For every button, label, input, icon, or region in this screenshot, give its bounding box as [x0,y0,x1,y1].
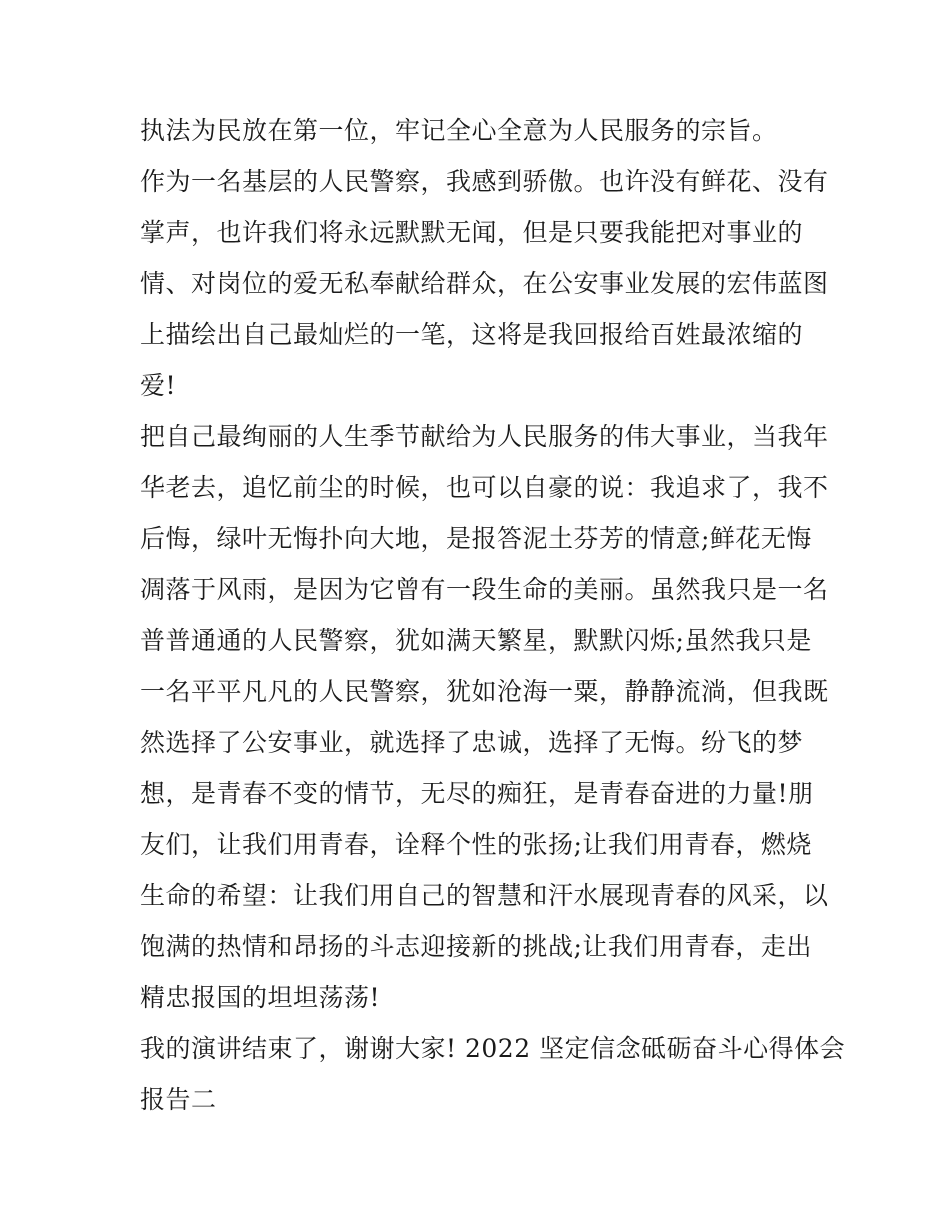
text-line: 华老去，追忆前尘的时候，也可以自豪的说：我追求了，我不 [140,473,829,502]
text-line: 生命的希望：让我们用自己的智慧和汗水展现青春的风采，以 [140,881,829,910]
text-line: 饱满的热情和昂扬的斗志迎接新的挑战;让我们用青春，走出 [140,932,812,961]
text-line: 然选择了公安事业，就选择了忠诚，选择了无悔。纷飞的梦 [140,728,804,757]
text-line: 精忠报国的坦坦荡荡! [140,983,381,1012]
text-line: 凋落于风雨，是因为它曾有一段生命的美丽。虽然我只是一名 [140,575,829,604]
text-line: 情、对岗位的爱无私奉献给群众，在公安事业发展的宏伟蓝图 [140,269,829,298]
text-line: 上描绘出自己最灿烂的一笔，这将是我回报给百姓最浓缩的 [140,320,804,349]
document-body [140,105,846,1125]
text-line: 我的演讲结束了，谢谢大家! 2022 坚定信念砥砺奋斗心得体会 [140,1034,846,1063]
text-line: 掌声，也许我们将永远默默无闻，但是只要我能把对事业的 [140,218,804,247]
text-line: 报告二 [140,1085,217,1114]
text-line: 后悔，绿叶无悔扑向大地，是报答泥土芬芳的情意;鲜花无悔 [140,524,812,553]
text-line: 执法为民放在第一位，牢记全心全意为人民服务的宗旨。 [140,116,778,145]
text-line: 爱! [140,371,177,400]
text-line: 想，是青春不变的情节，无尽的痴狂，是青春奋进的力量!朋 [140,779,814,808]
text-line: 普普通通的人民警察，犹如满天繁星，默默闪烁;虽然我只是 [140,626,812,655]
text-line: 友们，让我们用青春，诠释个性的张扬;让我们用青春，燃烧 [140,830,812,859]
text-line: 一名平平凡凡的人民警察，犹如沧海一粟，静静流淌，但我既 [140,677,829,706]
text-line: 作为一名基层的人民警察，我感到骄傲。也许没有鲜花、没有 [140,167,829,196]
text-line: 把自己最绚丽的人生季节献给为人民服务的伟大事业，当我年 [140,422,829,451]
